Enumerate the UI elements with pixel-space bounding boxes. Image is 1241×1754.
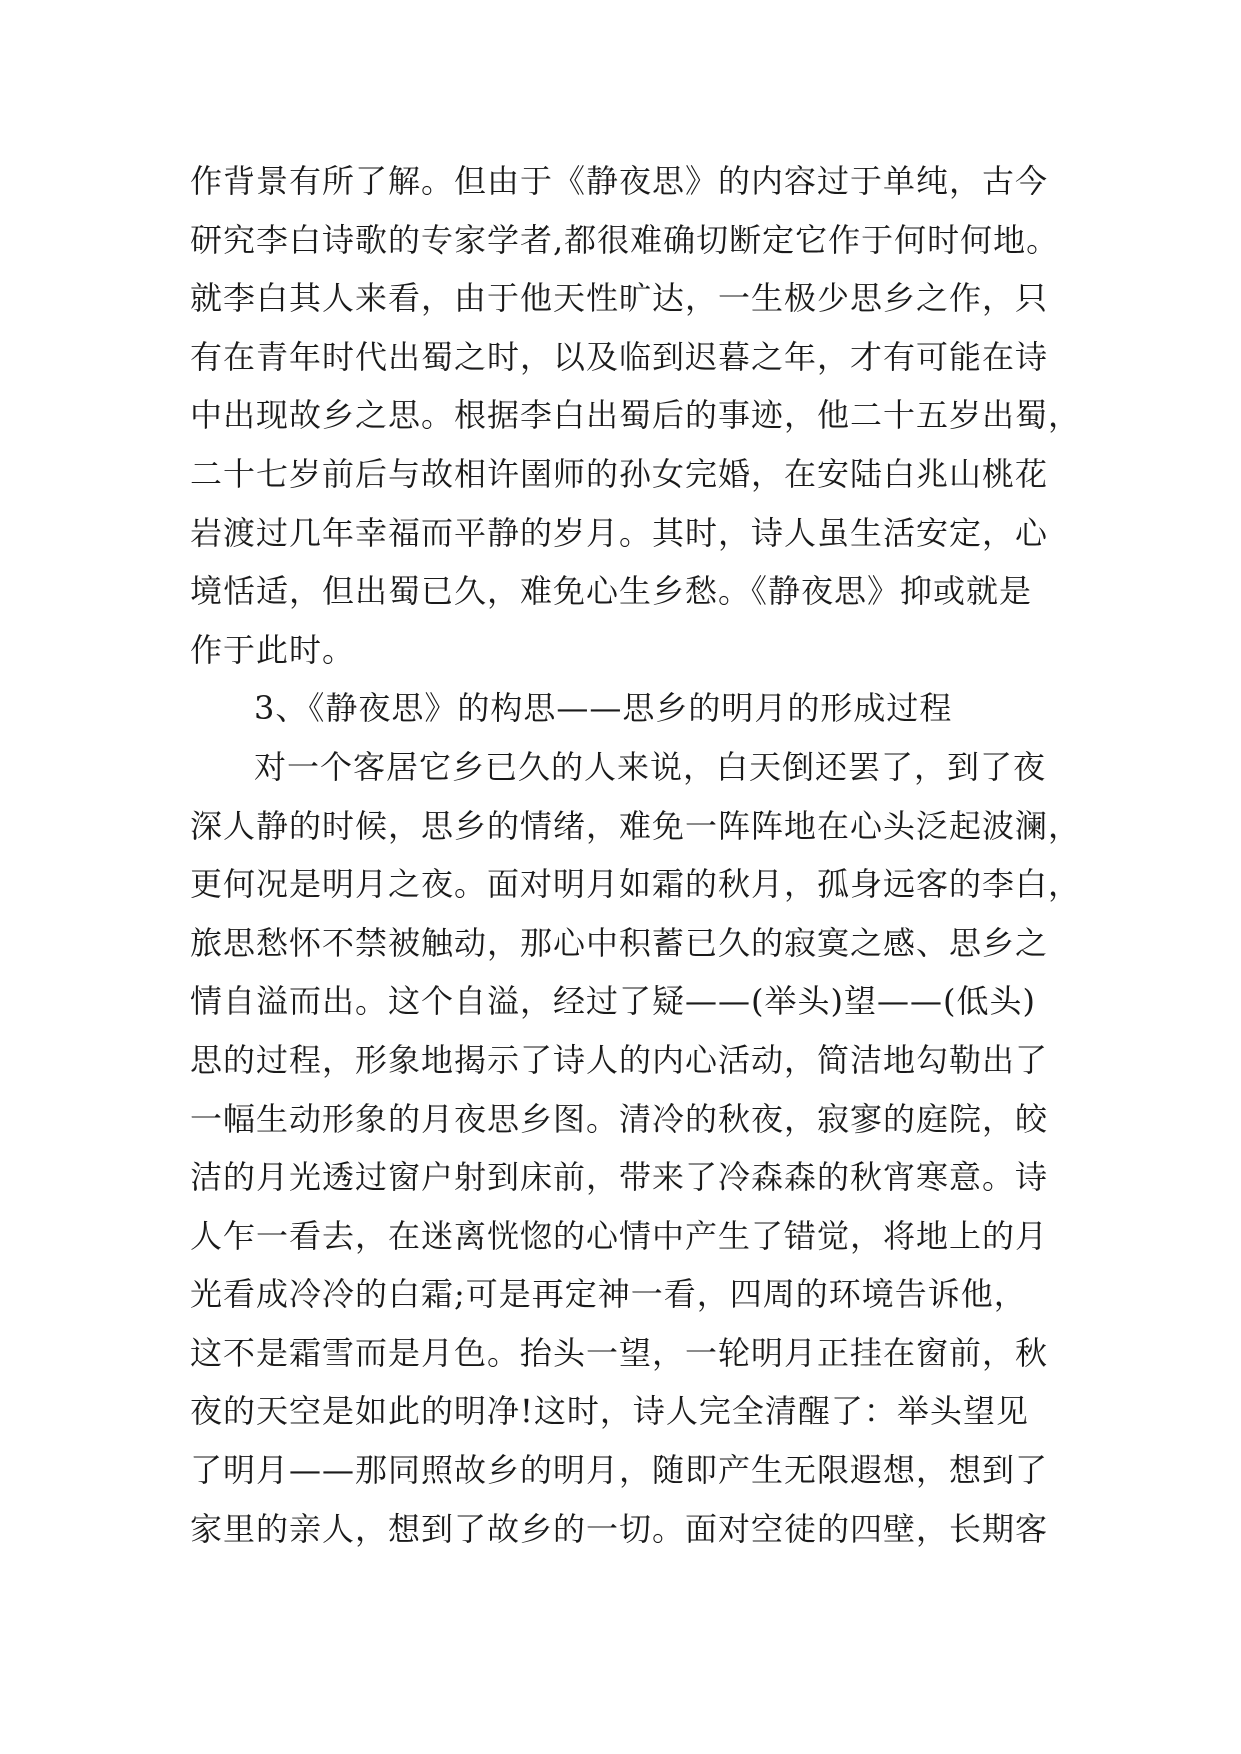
text-line: 作背景有所了解。但由于《静夜思》的内容过于单纯，古今	[190, 162, 1049, 200]
text-line: 就李白其人来看，由于他天性旷达，一生极少思乡之作，只	[190, 279, 1049, 318]
text-line: 岩渡过几年幸福而平静的岁月。其时，诗人虽生活安定，心	[190, 513, 1049, 552]
text-line: 更何况是明月之夜。面对明月如霜的秋月，孤身远客的李白，	[190, 865, 1082, 904]
text-line: 这不是霜雪而是月色。抬头一望，一轮明月正挂在窗前，秋	[190, 1333, 1049, 1372]
text-line: 情自溢而出。这个自溢，经过了疑——(举头)望——(低头)	[190, 982, 1036, 1021]
text-line: 中出现故乡之思。根据李白出蜀后的事迹，他二十五岁出蜀，	[190, 396, 1082, 435]
text-line: 了明月——那同照故乡的明月，随即产生无限遐想，想到了	[190, 1451, 1049, 1490]
text-line: 二十七岁前后与故相许圉师的孙女完婚，在安陆白兆山桃花	[190, 454, 1049, 493]
text-line: 深人静的时候，思乡的情绪，难免一阵阵地在心头泛起波澜，	[190, 806, 1082, 845]
text-line: 思的过程，形象地揭示了诗人的内心活动，简洁地勾勒出了	[190, 1040, 1049, 1079]
text-line: 旅思愁怀不禁被触动，那心中积蓄已久的寂寞之感、思乡之	[190, 923, 1049, 962]
text-line: 家里的亲人，想到了故乡的一切。面对空徒的四壁，长期客	[190, 1509, 1049, 1548]
text-line: 洁的月光透过窗户射到床前，带来了冷森森的秋宵寒意。诗	[190, 1158, 1049, 1197]
text-line: 作于此时。	[190, 630, 356, 669]
text-line: 境恬适，但出蜀已久，难免心生乡愁。《静夜思》抑或就是	[190, 572, 1033, 611]
text-line: 夜的天空是如此的明净!这时，诗人完全清醒了：举头望见	[190, 1392, 1029, 1431]
body-text	[190, 152, 1082, 1558]
text-line: 对一个客居它乡已久的人来说，白天倒还罢了，到了夜	[254, 747, 1047, 786]
text-line: 研究李白诗歌的专家学者,都很难确切断定它作于何时何地。	[190, 220, 1060, 259]
text-line: 一幅生动形象的月夜思乡图。清冷的秋夜，寂寥的庭院，皎	[190, 1099, 1049, 1138]
text-line: 有在青年时代出蜀之时，以及临到迟暮之年，才有可能在诗	[190, 337, 1049, 376]
text-line: 人乍一看去，在迷离恍惚的心情中产生了错觉，将地上的月	[190, 1216, 1049, 1255]
text-line: 光看成冷冷的白霜;可是再定神一看，四周的环境告诉他，	[190, 1275, 1027, 1314]
section-heading: 3、《静夜思》的构思——思乡的明月的形成过程	[254, 689, 953, 728]
